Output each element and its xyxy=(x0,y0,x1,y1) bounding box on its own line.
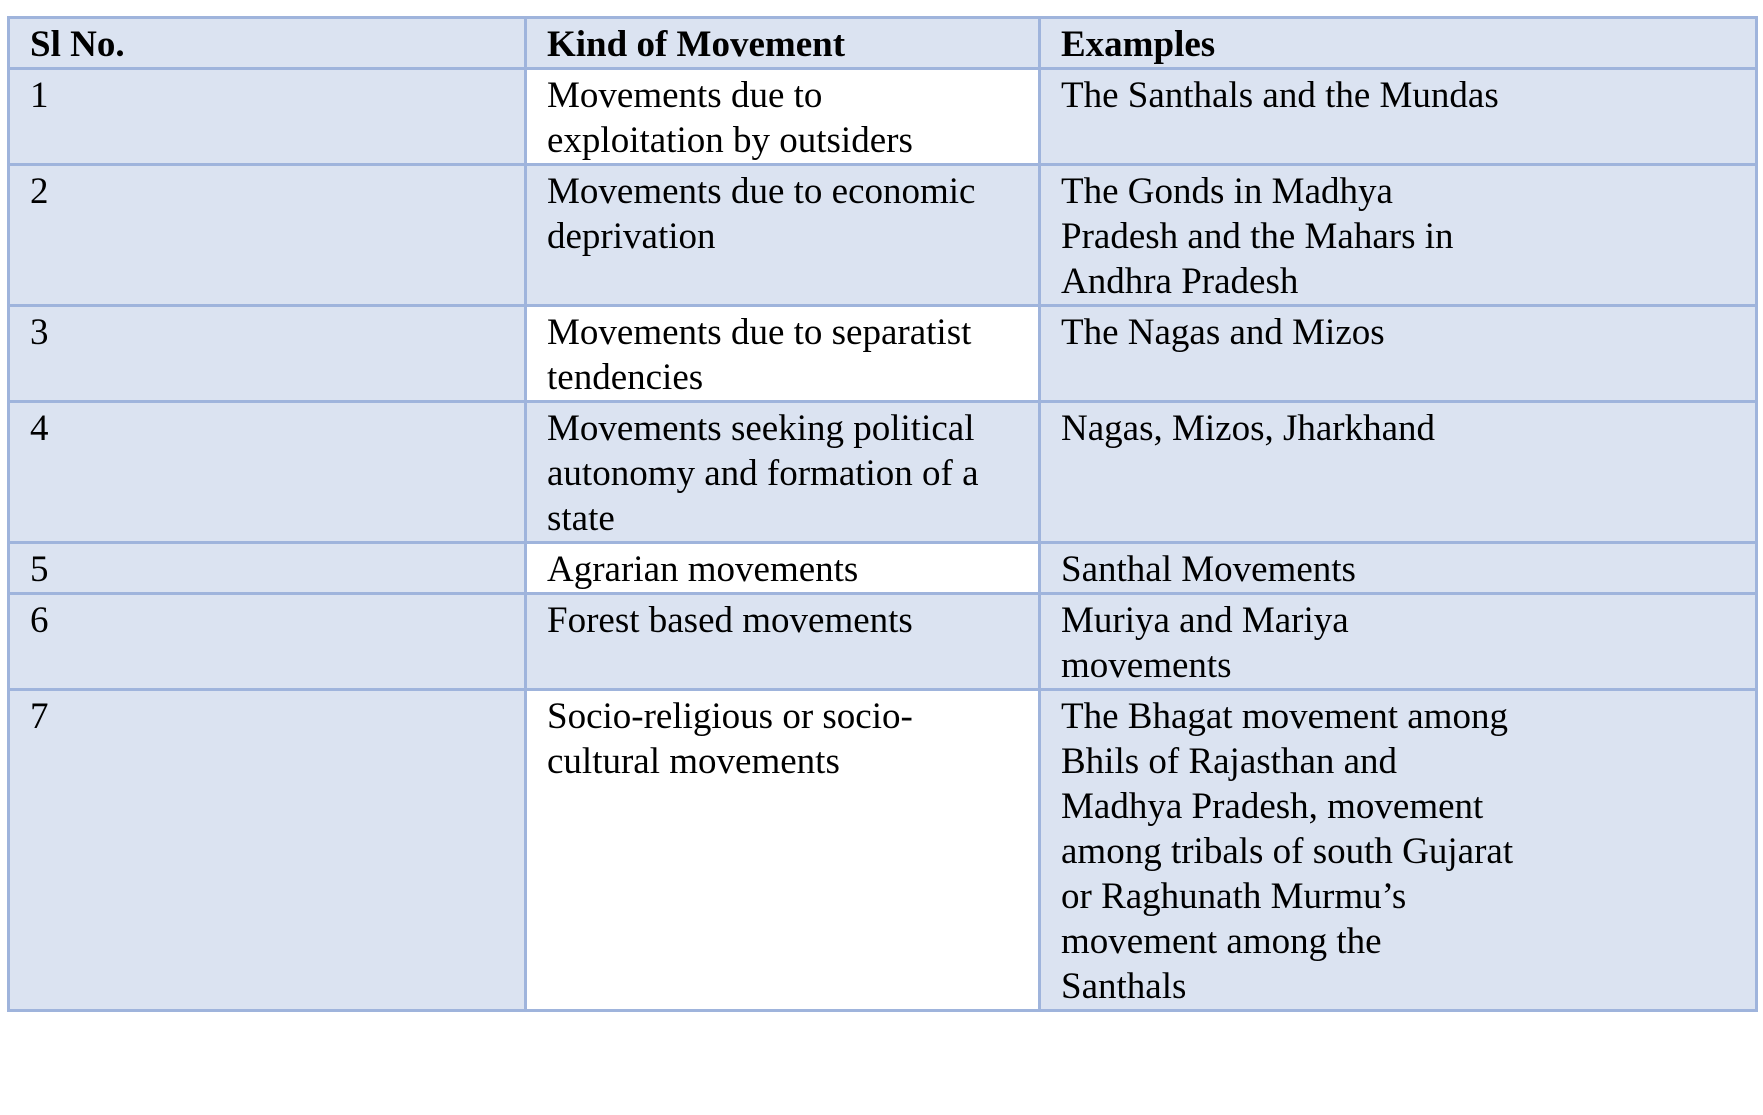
table-row xyxy=(9,594,1757,690)
cell-text-line: Bhils of Rajasthan and xyxy=(1061,741,1398,782)
cell-text-line: Movements due to separatist xyxy=(547,312,972,353)
cell-text-line: Forest based movements xyxy=(547,600,913,641)
cell-text-line: cultural movements xyxy=(547,741,840,782)
cell-text-line: tendencies xyxy=(547,357,704,398)
cell-text-line: movements xyxy=(1061,645,1232,686)
cell-sl-no: 5 xyxy=(9,543,526,594)
table-body xyxy=(9,69,1757,1011)
cell-examples xyxy=(1040,594,1757,690)
cell-examples xyxy=(1040,402,1757,543)
cell-sl-no: 4 xyxy=(9,402,526,543)
cell-text-line: The Bhagat movement among xyxy=(1061,696,1508,737)
cell-sl-no: 1 xyxy=(9,69,526,165)
cell-text-line: Movements due to xyxy=(547,75,823,116)
cell-text-line: Andhra Pradesh xyxy=(1061,261,1299,302)
cell-text-line: Movements seeking political xyxy=(547,408,975,449)
cell-sl-no: 7 xyxy=(9,690,526,1011)
cell-examples xyxy=(1040,690,1757,1011)
cell-text-line: autonomy and formation of a xyxy=(547,453,979,494)
cell-examples xyxy=(1040,306,1757,402)
cell-text-line: Socio-religious or socio- xyxy=(547,696,913,737)
header-examples: Examples xyxy=(1040,18,1757,69)
header-sl-no: Sl No. xyxy=(9,18,526,69)
cell-examples xyxy=(1040,69,1757,165)
cell-text-line: or Raghunath Murmu’s xyxy=(1061,876,1407,917)
cell-kind-of-movement xyxy=(526,69,1040,165)
cell-text-line: The Santhals and the Mundas xyxy=(1061,75,1499,116)
header-kind-of-movement: Kind of Movement xyxy=(526,18,1040,69)
cell-text-line: movement among the xyxy=(1061,921,1382,962)
cell-text-line: Pradesh and the Mahars in xyxy=(1061,216,1454,257)
cell-kind-of-movement xyxy=(526,690,1040,1011)
cell-text-line: deprivation xyxy=(547,216,716,257)
cell-kind-of-movement xyxy=(526,165,1040,306)
cell-examples xyxy=(1040,543,1757,594)
cell-kind-of-movement xyxy=(526,402,1040,543)
cell-text-line: among tribals of south Gujarat xyxy=(1061,831,1514,872)
cell-text-line: The Gonds in Madhya xyxy=(1061,171,1393,212)
cell-kind-of-movement xyxy=(526,543,1040,594)
cell-text-line: exploitation by outsiders xyxy=(547,120,913,161)
table-row xyxy=(9,402,1757,543)
header-row xyxy=(9,18,1757,69)
cell-text-line: Movements due to economic xyxy=(547,171,976,212)
cell-sl-no: 6 xyxy=(9,594,526,690)
cell-text-line: Santhals xyxy=(1061,966,1187,1007)
cell-sl-no: 3 xyxy=(9,306,526,402)
cell-kind-of-movement xyxy=(526,306,1040,402)
cell-text-line: Agrarian movements xyxy=(547,549,859,590)
cell-text-line: Muriya and Mariya xyxy=(1061,600,1349,641)
cell-kind-of-movement xyxy=(526,594,1040,690)
cell-text-line: state xyxy=(547,498,615,539)
table-row xyxy=(9,69,1757,165)
cell-text-line: Madhya Pradesh, movement xyxy=(1061,786,1484,827)
movements-table xyxy=(7,16,1758,1012)
cell-examples xyxy=(1040,165,1757,306)
table-row xyxy=(9,306,1757,402)
cell-text-line: Santhal Movements xyxy=(1061,549,1356,590)
cell-sl-no: 2 xyxy=(9,165,526,306)
table-row xyxy=(9,165,1757,306)
cell-text-line: Nagas, Mizos, Jharkhand xyxy=(1061,408,1436,449)
table-row xyxy=(9,690,1757,1011)
table-row xyxy=(9,543,1757,594)
cell-text-line: The Nagas and Mizos xyxy=(1061,312,1385,353)
